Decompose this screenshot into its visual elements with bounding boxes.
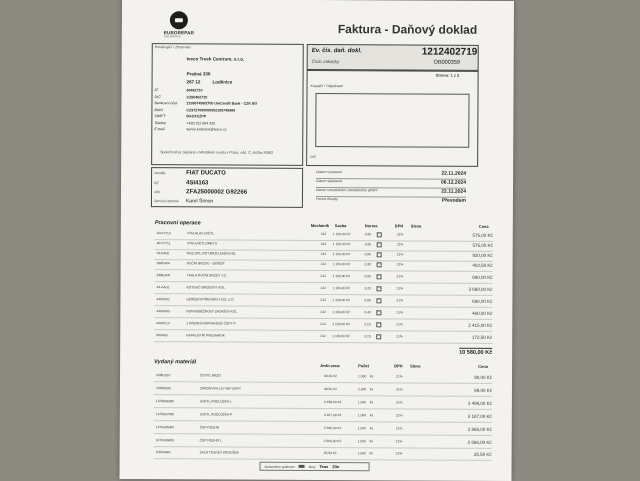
vehicle-model: FIAT DUCATO <box>186 170 226 177</box>
work-row: 33-0A00 ROZ.ORL.ROT.BRZD.ZADN.KOL 212 1 150,00 Kč 0,80 21% 920,00 Kč <box>155 249 493 262</box>
vehicle-rz: 4SI4163 <box>186 180 209 187</box>
material-col-discount: Sleva <box>410 363 421 369</box>
date-row: Forma úhrady Převodem <box>315 196 466 204</box>
doc-number-label: Ev. čís. daň. dokl. <box>311 47 362 55</box>
customer-label: Kupující / Objednatel <box>310 83 344 89</box>
supplier-city: Loděnice <box>212 79 233 85</box>
eurorepar-logo-icon <box>170 11 188 29</box>
order-base-label: Číslo zakázky <box>311 58 340 65</box>
material-col-vat: DPH <box>394 363 403 369</box>
eurorepar-logo <box>164 11 194 38</box>
logo-subtext: CAR SERVICE <box>163 35 181 39</box>
work-col-discount: Sleva <box>410 223 422 229</box>
document-title: Faktura - Daňový doklad <box>337 22 478 37</box>
vin-label: VIN <box>153 190 160 195</box>
dates-box <box>316 170 466 206</box>
material-row: 00951067 ČISTIČ BRZD 90,00 Kč 1,000 ks 21% 90,00 Kč <box>154 371 492 384</box>
date-row: Datum vystavení 22.11.2024 <box>316 170 466 180</box>
supplier-field: Telefon +420 311 604 320 <box>154 120 216 125</box>
page-indicator: Strana: 1 z 2 <box>435 72 460 78</box>
supplier-field: Bankovní účet 210907499/2700 UniCredit Bank - CZK BÚ <box>154 101 258 106</box>
supplier-field: SWIFT BACXCZPP <box>154 114 207 119</box>
footer-stamp <box>260 462 370 472</box>
work-row: 993A00 KAPALIŠTNÍ PNEUMATIK 212 1 150,00 Kč 0,15 21% 172,50 Kč <box>154 331 492 344</box>
work-col-vat: DPH <box>394 223 404 229</box>
work-col-rate: Sazba <box>334 223 347 229</box>
date-row: Datum splatnosti 06.12.2024 <box>316 179 466 189</box>
vehicle-vin: ZFA25000002 G92266 <box>185 189 248 196</box>
material-col-qty: Počet <box>358 363 370 369</box>
supplier-field: E-mail servis.lodenice@iveco.cz <box>154 127 227 132</box>
supplier-name: Iveco Truck Centrum, s.r.o. <box>186 56 245 62</box>
supplier-field: IBAN CZ9727000000002109749989 <box>154 107 236 113</box>
material-row: 1379667080 SVĚTL.PODLOŽKA P 3 187,00 Kč 1,000 ks 21% 3 187,00 Kč <box>154 410 492 423</box>
document-number-box <box>307 44 479 71</box>
work-row: 4400A02 SEŘÍZENÍ PŘEDNÍCH KOL S.O 212 1 150,00 Kč 0,60 21% 690,00 Kč <box>154 295 492 308</box>
customer-dic-label: DIČ <box>310 154 317 159</box>
supplier-fields <box>154 88 300 134</box>
supplier-street: Prašná 330 <box>186 71 211 77</box>
doc-number: 1212402719 <box>421 46 478 58</box>
work-col-norm: Norma <box>364 223 378 229</box>
work-row: 33BE408 TÁHLA RUČNÍ BRZDY V.Z 212 1 150,00 Kč 0,60 21% 690,00 Kč <box>155 271 493 284</box>
invoice-paper <box>119 0 514 481</box>
material-col-price: Cena <box>478 363 488 369</box>
work-row: 4400C14 2 PŘEDNÍ NÁPRAVOVÉ ČEPY P 212 1 150,00 Kč 2,10 21% 2 415,00 Kč <box>154 319 492 332</box>
supplier-registry: Společnost je zapsána v Městském soudu v Praze, odd. C, složka 39362 <box>160 150 274 155</box>
footer-prefix: firmy <box>308 464 316 469</box>
supplier-label: Prodávající / Zhotovitel <box>154 45 191 50</box>
technician-label: Servisní technik <box>153 199 179 204</box>
work-row: 44-AA02 KOTOUČ BRZDOVÝ KOL 212 1 150,00 Kč 3,20 21% 3 680,00 Kč <box>154 283 492 296</box>
vehicle-label: Vozidlo <box>154 171 166 176</box>
work-row: 338E404 RUČNÍ BRZDU - SEŘÍZIT 212 1 150,00 Kč 0,35 21% 402,50 Kč <box>155 259 493 272</box>
material-section-title: Vydaný materiál <box>154 359 197 366</box>
material-row: 1376345080 ČEP ROZHR 2 866,00 Kč 1,000 ks 21% 2 866,00 Kč <box>154 423 492 436</box>
material-row: 1379666080 SVĚTL.PODLOŽKA L 3 499,00 Kč 1,000 ks 21% 3 499,00 Kč <box>154 397 492 410</box>
footer-left-text: Zpracováno systémem <box>264 464 295 469</box>
work-section-title: Pracovní operace <box>154 220 201 227</box>
customer-address-field <box>315 93 469 148</box>
rz-label: RZ <box>154 181 159 186</box>
teas-logo-icon <box>299 465 305 468</box>
work-col-mechanic: Mechanik <box>310 222 330 229</box>
order-base: OB000359 <box>433 59 461 66</box>
material-row: 10985999 ZÁRDOVKA 12V 5W SUFIT. 49,50 Kč 2,000 ks 21% 99,00 Kč <box>154 384 492 397</box>
work-row: 00-07710 VÝM.HLAV.SVĚTL 212 1 150,00 Kč 0,50 21% 575,00 Kč <box>155 229 493 242</box>
vehicle-box <box>151 167 303 208</box>
footer-city: Zlín <box>332 464 340 470</box>
work-col-price: Cena <box>478 223 489 229</box>
footer-brand: Teas <box>319 464 329 470</box>
technician-name: Karel Šimon <box>185 198 214 205</box>
logo-text: EUROREPAR <box>163 30 195 36</box>
supplier-box <box>151 43 304 166</box>
supplier-field: IČ 60462710 <box>154 88 203 93</box>
work-total: 10 580,00 Kč <box>459 349 493 356</box>
material-row: 1376346080 ČEP ROZHR L 2 866,00 Kč 1,000 ks 21% 2 866,00 Kč <box>154 436 492 449</box>
work-row: 4400A00 ROVNOBĚŽNOST ZADNÍCH KOL 212 1 150,00 Kč 0,40 21% 460,00 Kč <box>154 307 492 320</box>
date-row: Datum uskutečnění zdanitelného plnění 22.11.2024 <box>316 188 466 198</box>
material-row: 10508640 ZALR TESNICÍ KROUŽEK 25,50 Kč 1,000 ks 21% 25,50 Kč <box>154 448 492 461</box>
work-row: 00-07711 VÝM.SVĚTLOMETU 212 1 150,00 Kč 0,50 21% 575,00 Kč <box>155 239 493 252</box>
customer-box <box>306 70 479 167</box>
supplier-zip: 267 12 <box>186 79 201 85</box>
supplier-field: DIČ CZ60462710 <box>154 94 208 99</box>
material-col-unit-price: Jedn.cena <box>320 363 340 369</box>
